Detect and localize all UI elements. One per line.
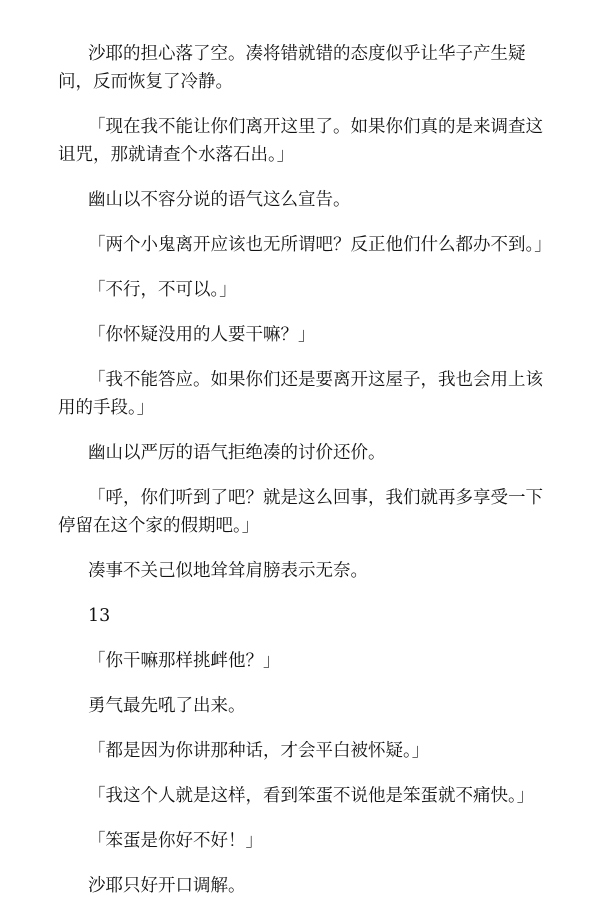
paragraph: 幽山以不容分说的语气这么宣告。 <box>88 190 351 210</box>
paragraph: 幽山以严厉的语气拒绝凑的讨价还价。 <box>88 443 386 463</box>
paragraph: 「呼，你们听到了吧？就是这么回事，我们就再多享受一下停留在这个家的假期吧。」 <box>58 488 543 536</box>
paragraph: 勇气最先吼了出来。 <box>88 696 246 716</box>
paragraph: 「我不能答应。如果你们还是要离开这屋子，我也会用上该用的手段。」 <box>58 370 543 418</box>
paragraph: 「不行，不可以。」 <box>88 280 237 300</box>
section-number: 13 <box>88 606 111 626</box>
paragraph: 「两个小鬼离开应该也无所谓吧？反正他们什么都办不到。」 <box>88 235 552 255</box>
paragraph: 「你怀疑没用的人要干嘛？」 <box>88 325 316 345</box>
paragraph: 「我这个人就是这样，看到笨蛋不说他是笨蛋就不痛快。」 <box>88 786 535 806</box>
paragraph: 「你干嘛那样挑衅他？」 <box>88 651 281 671</box>
paragraph: 「都是因为你讲那种话，才会平白被怀疑。」 <box>88 741 430 761</box>
paragraph: 凑事不关己似地耸耸肩膀表示无奈。 <box>88 561 368 581</box>
paragraph: 「现在我不能让你们离开这里了。如果你们真的是来调查这诅咒，那就请查个水落石出。」 <box>58 117 543 165</box>
paragraph: 沙耶只好开口调解。 <box>88 876 246 896</box>
paragraph: 沙耶的担心落了空。凑将错就错的态度似乎让华子产生疑问，反而恢复了冷静。 <box>58 44 526 92</box>
document-page <box>58 40 558 917</box>
paragraph: 「笨蛋是你好不好！」 <box>88 831 263 851</box>
